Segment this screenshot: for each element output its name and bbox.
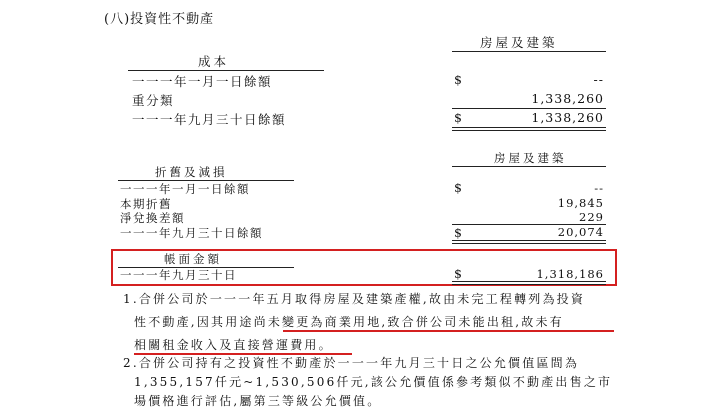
- depreciation-row-label: 本期折舊: [120, 197, 172, 211]
- note-2-line-1: 2.合併公司持有之投資性不動產於一一一年九月三十日之公允價值區間為: [123, 356, 580, 370]
- depreciation-row-dollar: $: [454, 225, 462, 240]
- carrying-heading: 帳面金額: [164, 252, 222, 266]
- depreciation-row-value: --: [594, 181, 604, 195]
- cost-row-label: 一一一年九月三十日餘額: [132, 112, 287, 127]
- cost-row-value: 1,338,260: [531, 110, 604, 125]
- depreciation-row-label: 一一一年九月三十日餘額: [120, 226, 263, 240]
- section-title: (八)投資性不動產: [104, 12, 215, 27]
- depreciation-total-double-rule-bottom: [452, 243, 606, 244]
- depreciation-heading: 折舊及減損: [155, 165, 228, 179]
- carrying-double-rule-top: [452, 281, 606, 282]
- cost-heading-rule: [128, 70, 324, 71]
- cost-row-label: 一一一年一月一日餘額: [132, 74, 273, 89]
- depreciation-row-label: 一一一年一月一日餘額: [120, 182, 250, 196]
- note-1-line-3: 相關租金收入及直接營運費用。: [134, 338, 333, 352]
- note-1-underline-1: [283, 330, 614, 332]
- depreciation-row-value: 229: [579, 210, 604, 224]
- depreciation-row-dollar: $: [454, 180, 462, 195]
- depreciation-row-label: 淨兌換差額: [120, 211, 185, 225]
- carrying-row-label: 一一一年九月三十日: [120, 268, 237, 282]
- note-2-line-3: 場價格進行評估,屬第三等級公允價值。: [134, 394, 382, 408]
- cost-header-rule: [452, 51, 606, 52]
- note-2-line-2: 1,355,157仟元~1,530,506仟元,該公允價值係參考類似不動產出售之市: [134, 375, 613, 389]
- carrying-double-rule-bottom: [452, 284, 606, 285]
- depreciation-row-value: 19,845: [557, 196, 604, 210]
- note-1-line-1: 1.合併公司於一一一年五月取得房屋及建築產權,故由未完工程轉列為投資: [123, 292, 586, 306]
- carrying-row-dollar: $: [454, 266, 462, 281]
- cost-column-header: 房屋及建築: [480, 35, 558, 50]
- cost-row-value: 1,338,260: [531, 91, 604, 106]
- cost-row-value: --: [593, 72, 604, 87]
- depreciation-header-rule: [452, 166, 606, 167]
- depreciation-row-value: 20,074: [557, 225, 604, 239]
- depreciation-total-double-rule-top: [452, 240, 606, 241]
- depreciation-column-header: 房屋及建築: [494, 151, 567, 165]
- note-1-line-2: 性不動產,因其用途尚未變更為商業用地,致合併公司未能出租,故未有: [134, 315, 564, 329]
- cost-heading: 成本: [198, 54, 230, 69]
- cost-subtotal-rule: [452, 108, 606, 109]
- cost-row-dollar: $: [454, 72, 462, 87]
- cost-row-label: 重分類: [132, 93, 175, 108]
- cost-row-dollar: $: [454, 110, 462, 125]
- carrying-row-value: 1,318,186: [536, 267, 604, 281]
- cost-total-double-rule-bottom: [452, 130, 606, 131]
- cost-total-double-rule-top: [452, 127, 606, 128]
